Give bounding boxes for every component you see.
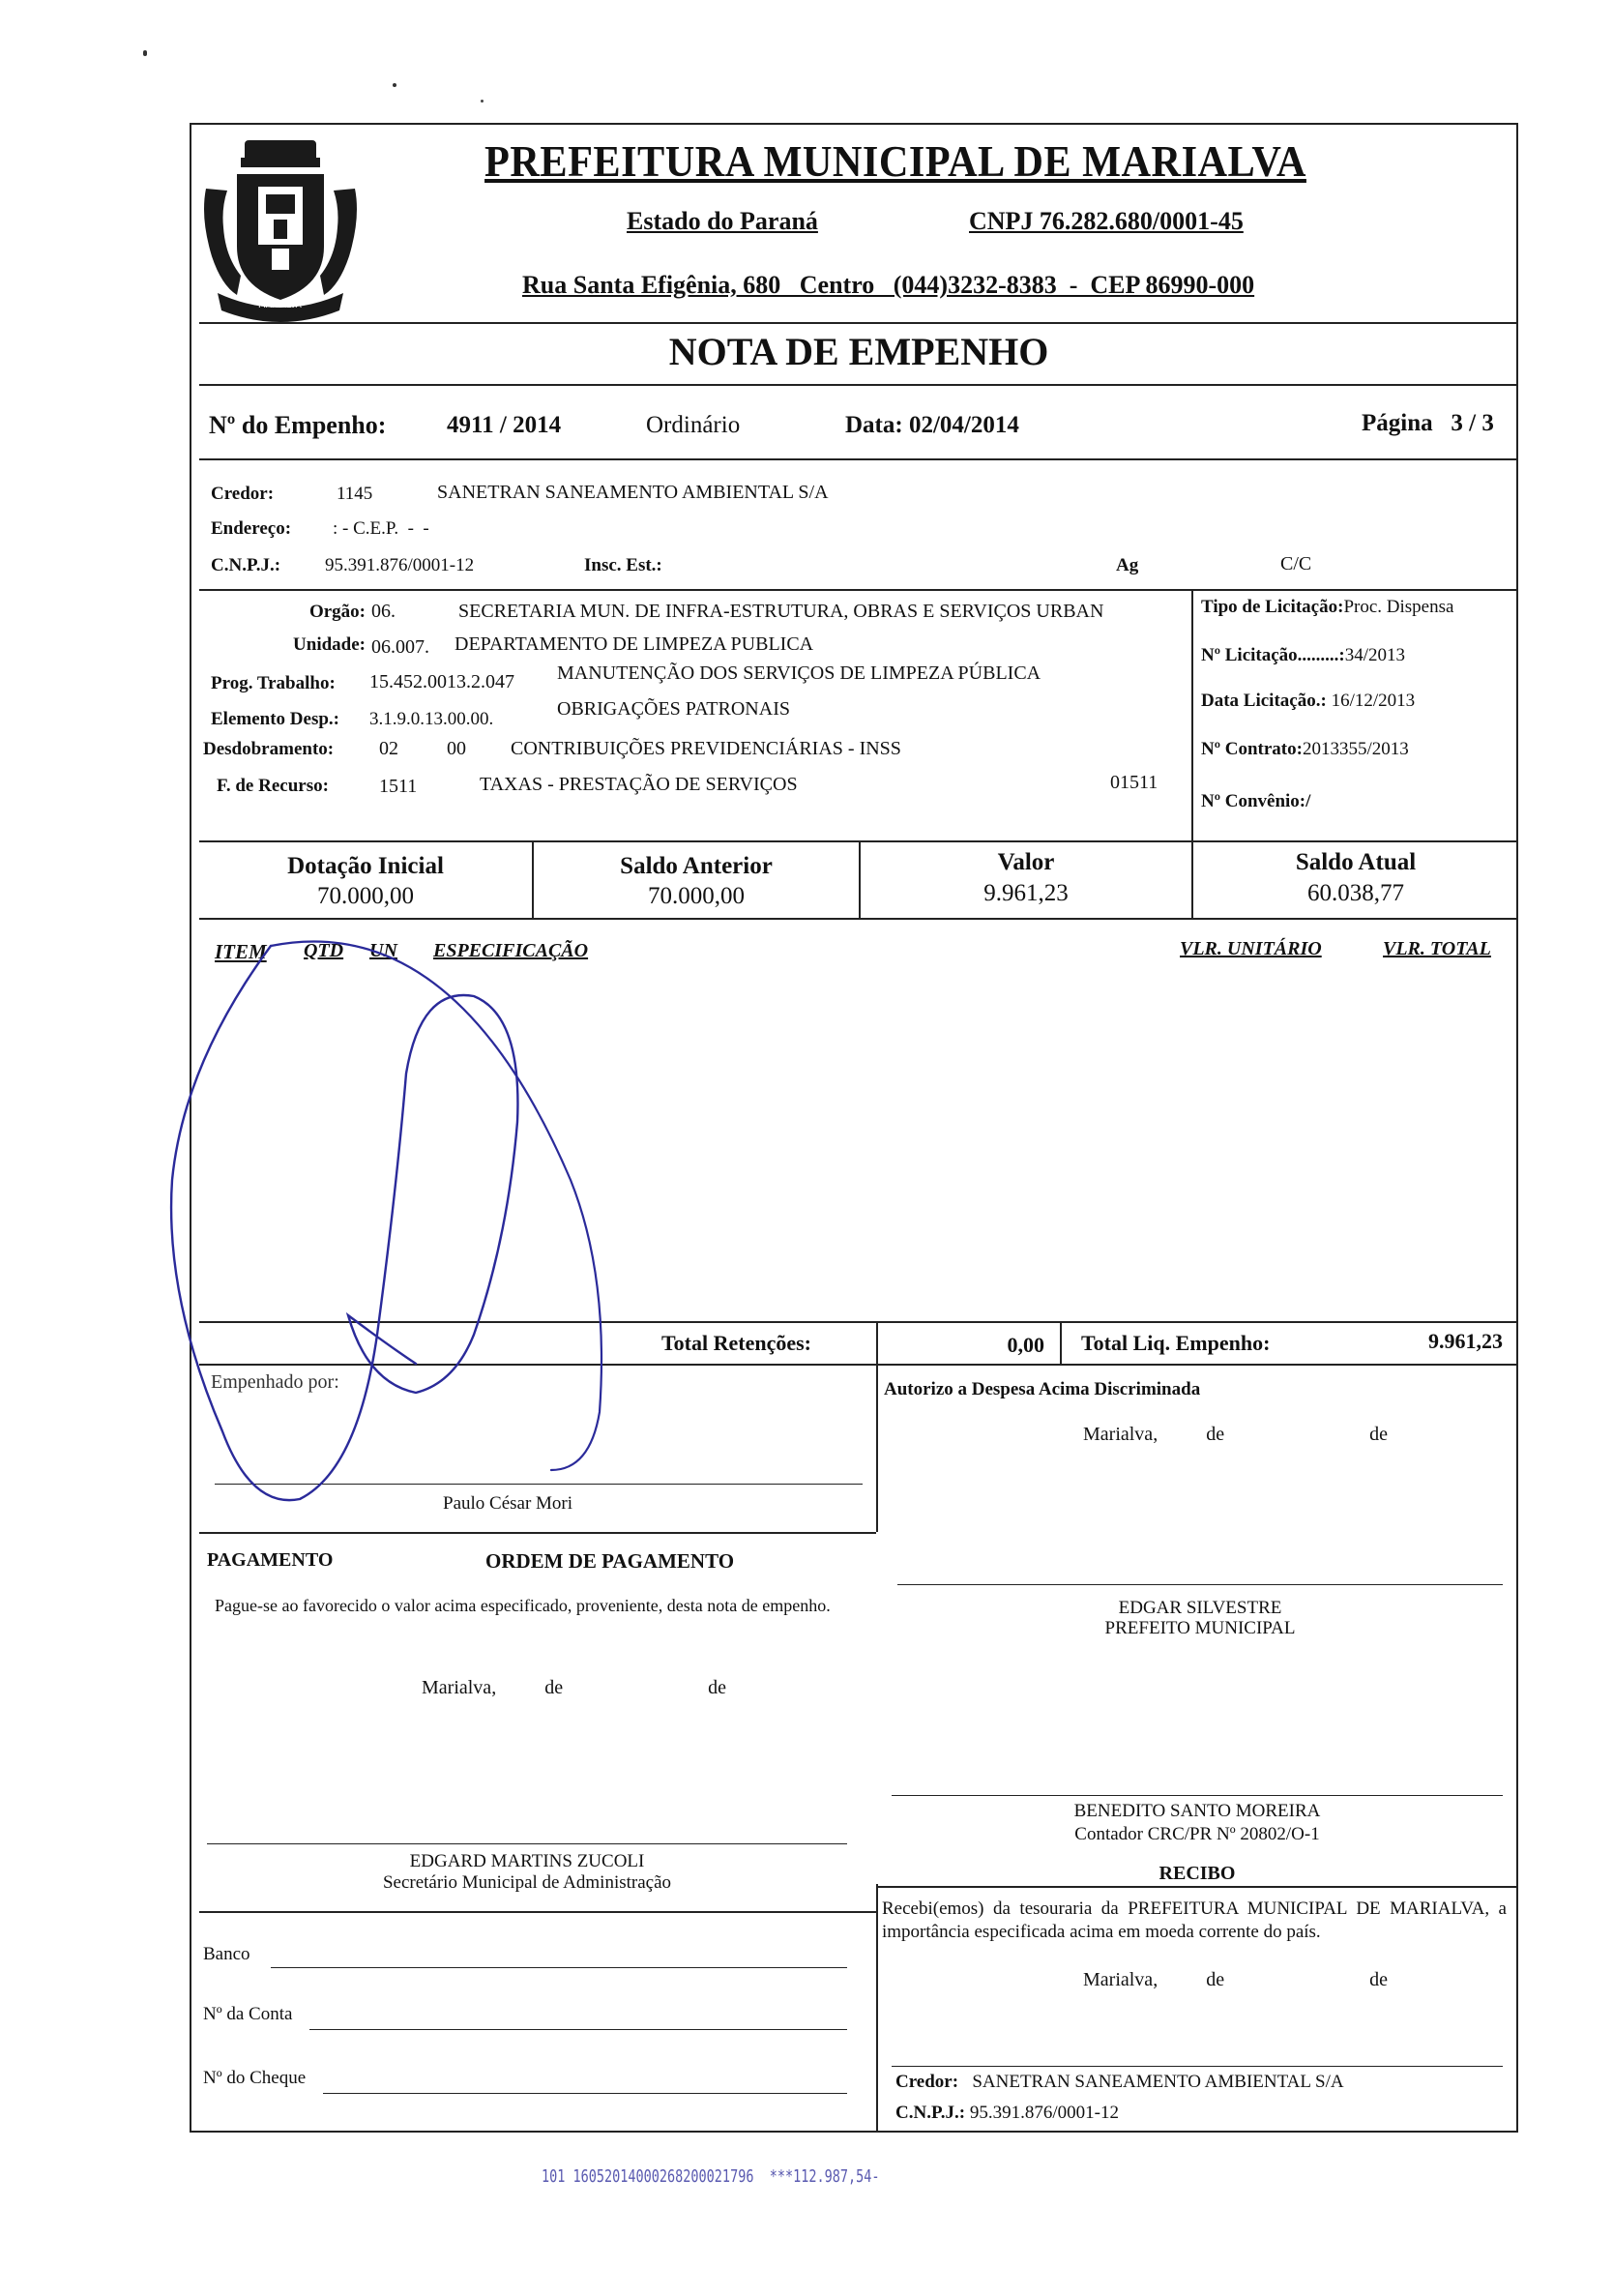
desdobramento-code-1: 02: [379, 738, 398, 759]
recurso-number: 01511: [1110, 772, 1158, 793]
signature-line: [892, 2066, 1503, 2067]
total-retencoes-value: 0,00: [1007, 1333, 1044, 1357]
autorizo-date-line: Marialva, de de: [1083, 1424, 1388, 1445]
numero-contrato-label: Nº Contrato:: [1201, 739, 1303, 759]
prefeito-title: PREFEITO MUNICIPAL: [1104, 1618, 1296, 1638]
cheque-label: Nº do Cheque: [203, 2068, 307, 2088]
orgao-code: 06.: [371, 601, 396, 622]
municipality-title: PREFEITURA MUNICIPAL DE MARIALVA: [484, 136, 1306, 186]
recibo-credor-label: Credor:: [895, 2072, 959, 2092]
ag-label: Ag: [1116, 555, 1139, 575]
recibo-cnpj-label: C.N.P.J.:: [895, 2103, 966, 2123]
crest-icon: [198, 131, 363, 324]
pagamento-label: PAGAMENTO: [207, 1549, 334, 1571]
unidade-code: 06.007.: [371, 636, 429, 658]
total-liquido-value: 9.961,23: [1428, 1329, 1503, 1353]
desdobramento-code-2: 00: [447, 738, 466, 759]
signature-line: [207, 1843, 847, 1844]
divider: [199, 322, 1518, 324]
divider: [199, 1532, 876, 1534]
data-licitacao-label: Data Licitação.:: [1201, 691, 1327, 711]
qtd-column-header: QTD: [304, 940, 344, 961]
conta-label: Nº da Conta: [203, 2004, 293, 2024]
divider: [876, 1364, 878, 1532]
cc-label: C/C: [1280, 553, 1312, 574]
recurso-code: 1511: [379, 776, 418, 797]
scan-speck: [143, 50, 147, 56]
vlr-unitario-column-header: VLR. UNITÁRIO: [1180, 938, 1322, 959]
crest-text: MARIALVA: [258, 301, 302, 310]
contador-title: Contador CRC/PR Nº 20802/O-1: [1074, 1824, 1320, 1844]
numero-licitacao: [1201, 645, 1405, 666]
empenho-label: Nº do Empenho:: [209, 411, 387, 439]
divider: [876, 1884, 878, 2132]
data-licitacao-value: 16/12/2013: [1331, 691, 1416, 711]
un-column-header: UN: [369, 940, 397, 961]
pagamento-text: Pague-se ao favorecido o valor acima especificado, proveniente, desta nota de empenho.: [215, 1596, 831, 1615]
numero-contrato: [1201, 739, 1409, 760]
prog-trabalho-desc: MANUTENÇÃO DOS SERVIÇOS DE LIMPEZA PÚBLICA: [557, 662, 1041, 684]
desdobramento-desc: CONTRIBUIÇÕES PREVIDENCIÁRIAS - INSS: [511, 738, 901, 759]
divider: [1060, 1321, 1062, 1364]
municipality-address: Rua Santa Efigênia, 680 Centro (044)3232-8383 - CEP 86990-000: [522, 271, 1255, 299]
footer-code: 101 16052014000268200021796 ***112.987,54-: [542, 2166, 880, 2187]
especificacao-column-header: ESPECIFICAÇÃO: [433, 940, 589, 961]
page-number: Página 3 / 3: [1362, 410, 1494, 436]
valor-value: 9.961,23: [983, 880, 1069, 906]
divider: [199, 384, 1518, 386]
handwritten-signature: [164, 928, 667, 1528]
empenho-number: 4911 / 2014: [447, 412, 562, 438]
recibo-date-line: Marialva, de de: [1083, 1969, 1388, 1990]
credor-label: Credor:: [211, 484, 275, 504]
endereco-value: : - C.E.P. - -: [333, 518, 429, 539]
recibo-credor: [895, 2072, 1344, 2093]
dotacao-inicial-label: Dotação Inicial: [287, 853, 444, 879]
state-label: Estado do Paraná: [627, 207, 818, 235]
saldo-atual-value: 60.038,77: [1307, 880, 1404, 906]
pagamento-date-line: Marialva, de de: [422, 1677, 726, 1698]
saldo-anterior-value: 70.000,00: [648, 883, 745, 909]
prefeito-name: EDGAR SILVESTRE: [1118, 1598, 1282, 1618]
elemento-label: Elemento Desp.:: [211, 709, 339, 729]
dotacao-inicial-value: 70.000,00: [317, 883, 414, 909]
cheque-field-line[interactable]: [323, 2093, 847, 2094]
ordem-pagamento-label: ORDEM DE PAGAMENTO: [485, 1549, 735, 1573]
desdobramento-label: Desdobramento:: [203, 739, 335, 759]
recibo-cnpj: [895, 2103, 1119, 2124]
cnpj-label: C.N.P.J.:: [211, 555, 281, 575]
divider: [876, 1321, 878, 1364]
numero-licitacao-label: Nº Licitação.........:: [1201, 645, 1345, 665]
prog-trabalho-label: Prog. Trabalho:: [211, 673, 336, 693]
valor-label: Valor: [997, 849, 1055, 875]
saldo-atual-label: Saldo Atual: [1295, 849, 1417, 875]
item-column-header: ITEM: [215, 940, 267, 963]
insc-est-label: Insc. Est.:: [584, 555, 662, 575]
empenhado-por-name: Paulo César Mori: [443, 1493, 573, 1514]
divider: [199, 918, 1518, 920]
autorizo-label: Autorizo a Despesa Acima Discriminada: [884, 1379, 1201, 1399]
endereco-label: Endereço:: [211, 518, 292, 539]
tipo-licitacao-value: Proc. Dispensa: [1343, 597, 1454, 617]
orgao-desc: SECRETARIA MUN. DE INFRA-ESTRUTURA, OBRAS E SERVIÇOS URBAN: [458, 601, 1104, 622]
prog-trabalho-code: 15.452.0013.2.047: [369, 671, 514, 692]
unidade-label: Unidade:: [293, 634, 366, 655]
recurso-desc: TAXAS - PRESTAÇÃO DE SERVIÇOS: [480, 774, 798, 795]
total-liquido-label: Total Liq. Empenho:: [1081, 1331, 1271, 1355]
scan-speck: [393, 83, 396, 87]
recibo-text: Recebi(emos) da tesouraria da PREFEITURA MUNICIPAL DE MARIALVA, a importância especificada acima em moeda corrente do país.: [882, 1899, 1507, 1942]
contador-name: BENEDITO SANTO MOREIRA: [1073, 1801, 1321, 1821]
total-retencoes-label: Total Retenções:: [661, 1331, 811, 1355]
credor-code: 1145: [337, 484, 373, 504]
secretario-name: EDGARD MARTINS ZUCOLI: [409, 1851, 645, 1871]
divider: [199, 589, 1518, 591]
secretario-title: Secretário Municipal de Administração: [382, 1872, 672, 1893]
orgao-label: Orgão:: [308, 602, 366, 622]
divider: [1191, 589, 1193, 840]
recibo-title: RECIBO: [1158, 1863, 1236, 1884]
divider: [199, 1911, 876, 1913]
document-title: NOTA DE EMPENHO: [668, 330, 1049, 373]
vlr-total-column-header: VLR. TOTAL: [1383, 938, 1491, 959]
signature-line: [892, 1795, 1503, 1796]
saldo-anterior-label: Saldo Anterior: [620, 853, 773, 879]
tipo-licitacao-label: Tipo de Licitação:: [1201, 597, 1344, 617]
unidade-desc: DEPARTAMENTO DE LIMPEZA PUBLICA: [455, 633, 814, 655]
recurso-label: F. de Recurso:: [217, 776, 329, 796]
recibo-cnpj-value: 95.391.876/0001-12: [969, 2103, 1119, 2123]
divider: [876, 1886, 1518, 1888]
banco-label: Banco: [203, 1944, 250, 1964]
empenho-type: Ordinário: [646, 412, 741, 438]
numero-licitacao-value: 34/2013: [1344, 645, 1406, 665]
conta-field-line[interactable]: [309, 2029, 847, 2030]
tipo-licitacao: [1201, 597, 1453, 618]
divider: [199, 458, 1518, 460]
elemento-code: 3.1.9.0.13.00.00.: [369, 709, 494, 729]
numero-contrato-value: 2013355/2013: [1302, 739, 1409, 759]
credor-name: SANETRAN SANEAMENTO AMBIENTAL S/A: [437, 482, 829, 503]
elemento-desc: OBRIGAÇÕES PATRONAIS: [557, 698, 790, 720]
credor-cnpj: 95.391.876/0001-12: [325, 555, 475, 575]
scan-speck: [481, 100, 484, 103]
empenho-date: Data: 02/04/2014: [845, 412, 1019, 438]
banco-field-line[interactable]: [271, 1967, 847, 1968]
municipality-cnpj: CNPJ 76.282.680/0001-45: [969, 207, 1244, 235]
data-licitacao: [1201, 691, 1415, 712]
signature-line: [897, 1584, 1503, 1585]
numero-convenio: Nº Convênio:/: [1201, 791, 1311, 811]
recibo-credor-value: SANETRAN SANEAMENTO AMBIENTAL S/A: [972, 2072, 1344, 2092]
empenhado-por-label: Empenhado por:: [211, 1371, 339, 1393]
